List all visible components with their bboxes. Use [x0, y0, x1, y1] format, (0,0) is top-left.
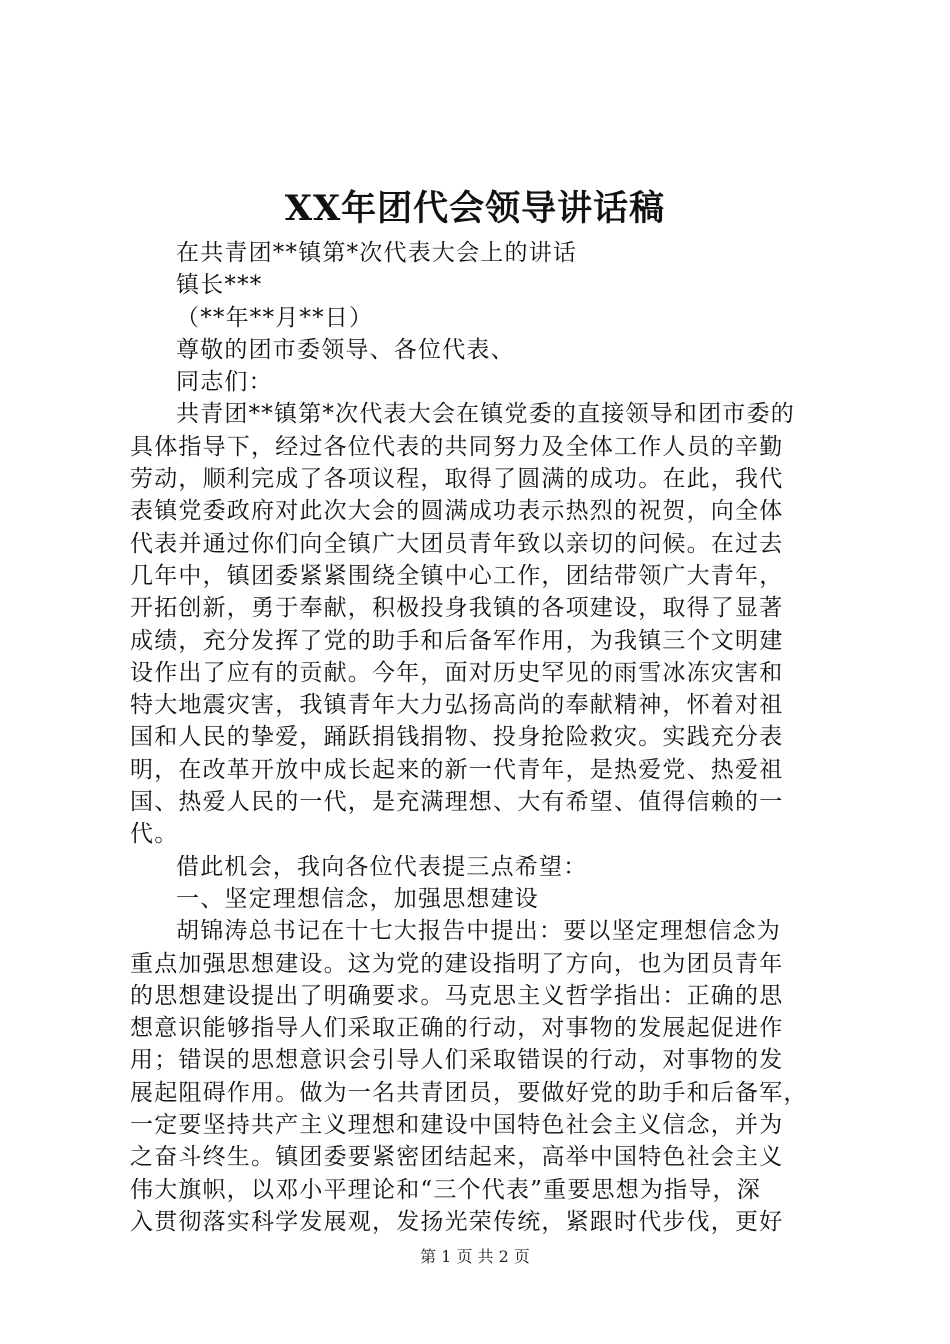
paragraph-line: 展起阻碍作用。做为一名共青团员，要做好党的助手和后备军， — [130, 1079, 808, 1106]
paragraph-line: 重点加强思想建设。这为党的建设指明了方向，也为团员青年 — [130, 950, 784, 977]
speech-subtitle: 在共青团**镇第*次代表大会上的讲话 — [176, 240, 578, 266]
salutation-line: 尊敬的团市委领导、各位代表、 — [176, 336, 515, 363]
document-body — [130, 237, 830, 1238]
paragraph-line: 劳动，顺利完成了各项议程，取得了圆满的成功。在此，我代 — [130, 466, 784, 493]
paragraph-line: 代。 — [130, 821, 179, 848]
section-heading: 一、坚定理想信念，加强思想建设 — [176, 885, 539, 912]
paragraph-line: 几年中，镇团委紧紧围绕全镇中心工作，团结带领广大青年， — [130, 562, 784, 589]
paragraph-line: 开拓创新，勇于奉献，积极投身我镇的各项建设，取得了显著 — [130, 595, 784, 622]
document-title: XX年团代会领导讲话稿 — [284, 188, 666, 229]
paragraph-line: 特大地震灾害，我镇青年大力弘扬高尚的奉献精神，怀着对祖 — [130, 692, 784, 719]
paragraph-line: 的思想建设提出了明确要求。马克思主义哲学指出：正确的思 — [130, 982, 784, 1009]
paragraph-line: 设作出了应有的贡献。今年，面对历史罕见的雨雪冰冻灾害和 — [130, 659, 784, 686]
paragraph-line: 国和人民的挚爱，踊跃捐钱捐物、投身抢险救灾。实践充分表 — [130, 724, 784, 751]
paragraph-line: 胡锦涛总书记在十七大报告中提出：要以坚定理想信念为 — [176, 918, 781, 945]
paragraph-line: 共青团**镇第*次代表大会在镇党委的直接领导和团市委的 — [176, 401, 795, 428]
page-number: 第 1 页 共 2 页 — [420, 1247, 530, 1266]
paragraph-line: 用；错误的思想意识会引导人们采取错误的行动，对事物的发 — [130, 1047, 784, 1074]
paragraph-line: 具体指导下，经过各位代表的共同努力及全体工作人员的辛勤 — [130, 433, 784, 460]
paragraph-line: 一定要坚持共产主义理想和建设中国特色社会主义信念，并为 — [130, 1112, 784, 1139]
paragraph-line: 表镇党委政府对此次大会的圆满成功表示热烈的祝贺，向全体 — [130, 498, 784, 525]
paragraph-line: 入贯彻落实科学发展观，发扬光荣传统，紧跟时代步伐，更好 — [130, 1208, 784, 1235]
paragraph-line: 成绩，充分发挥了党的助手和后备军作用，为我镇三个文明建 — [130, 627, 784, 654]
speaker-line: 镇长*** — [176, 272, 263, 299]
paragraph-line: 明，在改革开放中成长起来的新一代青年，是热爱党、热爱祖 — [130, 756, 784, 783]
date-line: （**年**月**日） — [176, 304, 374, 331]
paragraph-line: 想意识能够指导人们采取正确的行动，对事物的发展起促进作 — [130, 1015, 784, 1042]
salutation-line: 同志们： — [176, 369, 273, 396]
paragraph-line: 借此机会，我向各位代表提三点希望： — [176, 853, 588, 880]
paragraph-line: 之奋斗终生。镇团委要紧密团结起来，高举中国特色社会主义 — [130, 1144, 784, 1171]
paragraph-line: 伟大旗帜，以邓小平理论和“三个代表”重要思想为指导，深 — [130, 1176, 761, 1203]
paragraph-line: 国、热爱人民的一代，是充满理想、大有希望、值得信赖的一 — [130, 789, 784, 816]
paragraph-line: 代表并通过你们向全镇广大团员青年致以亲切的问候。在过去 — [130, 530, 784, 557]
